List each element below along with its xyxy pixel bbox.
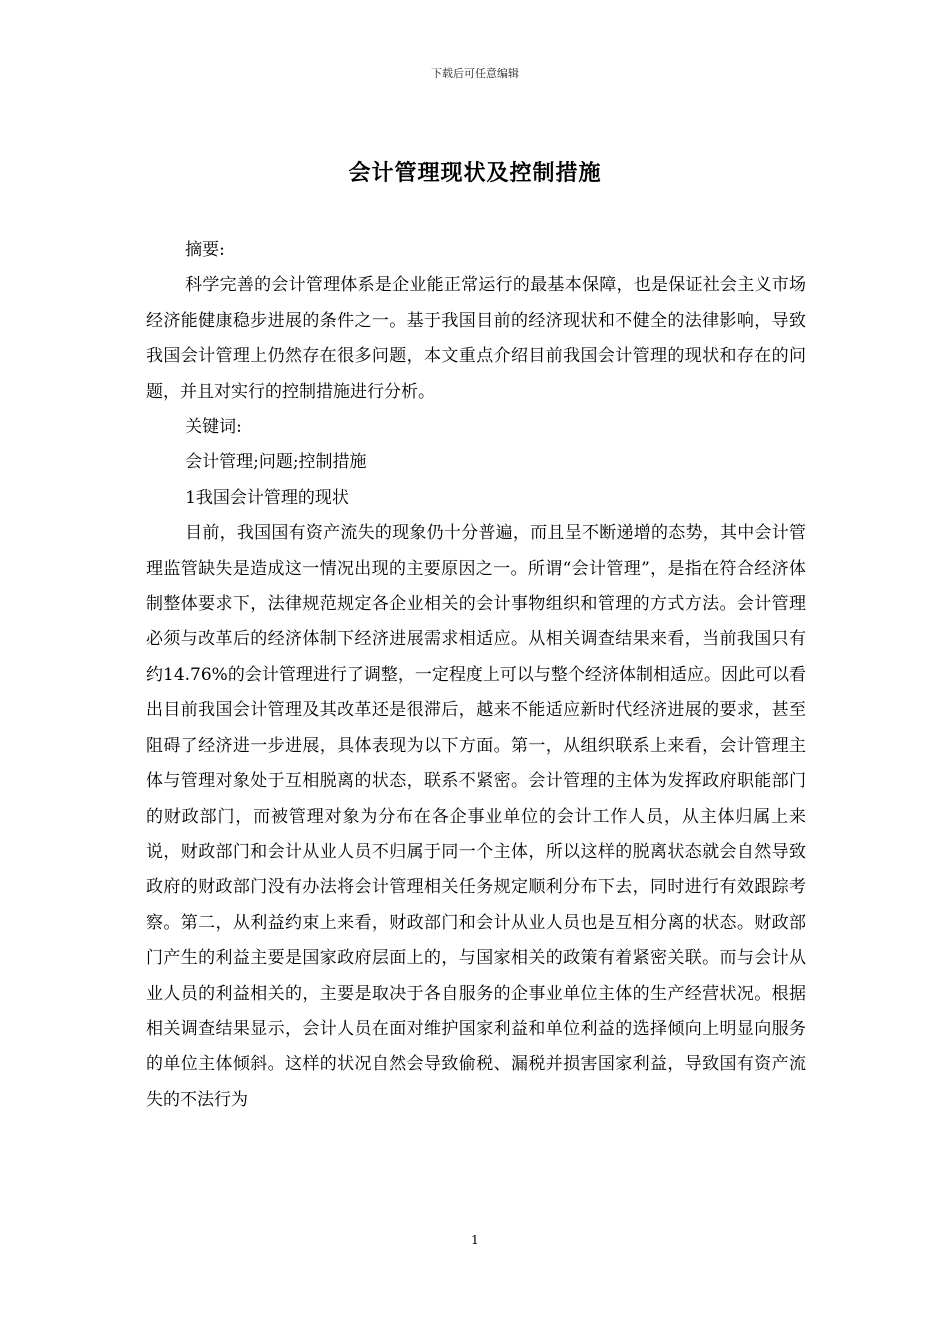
section-body: 目前，我国国有资产流失的现象仍十分普遍，而且呈不断递增的态势，其中会计管理监管缺失是造成这一情况出现的主要原因之一。所谓“会计管理”，是指在符合经济体制整体要求下，法律规范规定各企业相关的会计事物组织和管理的方式方法。会计管理必须与改革后的经济体制下经济进展需求相适应。从相关调查结果来看，当前我国只有约14.76%的会计管理进行了调整，一定程度上可以与整个经济体制相适应。因此可以看出目前我国会计管理及其改革还是很滞后，越来不能适应新时代经济进展的要求，甚至阻碍了经济进一步进展，具体表现为以下方面。第一，从组织联系上来看，会计管理主体与管理对象处于互相脱离的状态，联系不紧密。会计管理的主体为发挥政府职能部门的财政部门，而被管理对象为分布在各企事业单位的会计工作人员，从主体归属上来说，财政部门和会计从业人员不归属于同一个主体，所以这样的脱离状态就会自然导致政府的财政部门没有办法将会计管理相关任务规定顺利分布下去，同时进行有效跟踪考察。第二，从利益约束上来看，财政部门和会计从业人员也是互相分离的状态。财政部门产生的利益主要是国家政府层面上的，与国家相关的政策有着紧密关联。而与会计从业人员的利益相关的，主要是取决于各自服务的企事业单位主体的生产经营状况。根据相关调查结果显示，会计人员在面对维护国家利益和单位利益的选择倾向上明显向服务的单位主体倾斜。这样的状况自然会导致偷税、漏税并损害国家利益，导致国有资产流失的不法行为 (146, 523, 806, 1110)
document-title: 会计管理现状及控制措施 (348, 160, 602, 186)
page-number: 1 (471, 1233, 479, 1247)
abstract-label: 摘要: (185, 240, 225, 260)
section-heading: 1我国会计管理的现状 (185, 487, 349, 508)
keywords-text: 会计管理;问题;控制措施 (185, 452, 367, 473)
page-header: 下载后可任意编辑 (431, 67, 519, 80)
document-body (146, 233, 806, 1118)
abstract-text: 科学完善的会计管理体系是企业能正常运行的最基本保障，也是保证社会主义市场经济能健康稳步进展的条件之一。基于我国目前的经济现状和不健全的法律影响，导致我国会计管理上仍然存在很多问题，本文重点介绍目前我国会计管理的现状和存在的问题，并且对实行的控制措施进行分析。 (146, 275, 806, 402)
keywords-label: 关键词: (185, 417, 242, 438)
